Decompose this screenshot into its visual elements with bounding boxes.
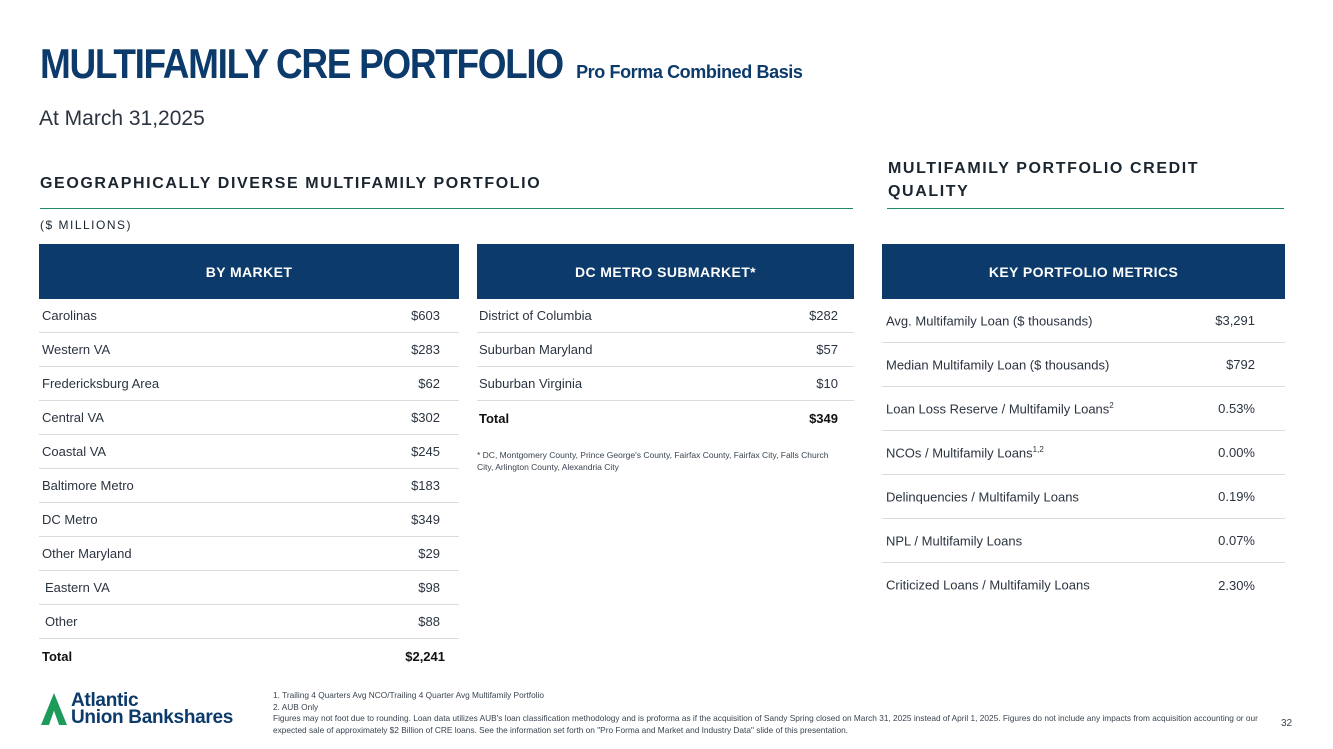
row-label: District of Columbia bbox=[479, 308, 592, 323]
row-label: Fredericksburg Area bbox=[42, 376, 160, 391]
row-value: 0.19% bbox=[1218, 489, 1255, 504]
table-row bbox=[882, 519, 1285, 563]
page-number: 32 bbox=[1281, 718, 1293, 729]
row-label: Eastern VA bbox=[45, 580, 110, 595]
row-label: Western VA bbox=[42, 342, 111, 357]
metric-footnote-ref: 2 bbox=[1109, 400, 1114, 410]
row-value: $282 bbox=[809, 308, 838, 323]
table-row bbox=[882, 299, 1285, 343]
logo-wordmark bbox=[71, 692, 233, 726]
metric-footnote-ref: 1,2 bbox=[1032, 444, 1044, 454]
row-label: Suburban Maryland bbox=[479, 342, 593, 357]
metric-name: Criticized Loans / Multifamily Loans bbox=[886, 577, 1090, 593]
row-label: Central VA bbox=[42, 410, 104, 425]
table-row bbox=[39, 605, 459, 639]
row-label: Coastal VA bbox=[42, 444, 107, 459]
metric-name: NPL / Multifamily Loans bbox=[886, 533, 1023, 549]
section-divider-right bbox=[887, 208, 1284, 209]
metrics-table bbox=[882, 244, 1285, 607]
row-label bbox=[886, 533, 1022, 548]
by-market-header: BY MARKET bbox=[39, 244, 459, 299]
metric-name: Median Multifamily Loan ($ thousands) bbox=[886, 357, 1110, 373]
row-value: $10 bbox=[816, 376, 838, 391]
row-label: Other Maryland bbox=[42, 546, 132, 561]
row-value: 0.07% bbox=[1218, 533, 1255, 548]
row-label bbox=[886, 445, 1044, 460]
table-row bbox=[39, 367, 459, 401]
table-row bbox=[39, 537, 459, 571]
table-row bbox=[882, 343, 1285, 387]
total-label: Total bbox=[479, 410, 510, 426]
dc-metro-table bbox=[477, 244, 854, 435]
row-value: $62 bbox=[418, 376, 440, 391]
row-value: $349 bbox=[411, 512, 440, 527]
logo-line-1: Atlantic bbox=[71, 690, 139, 711]
row-label: Baltimore Metro bbox=[42, 478, 134, 493]
row-value: $57 bbox=[816, 342, 838, 357]
row-value: 2.30% bbox=[1218, 577, 1255, 593]
metric-name: Loan Loss Reserve / Multifamily Loans bbox=[886, 401, 1110, 417]
section-heading-geographic: GEOGRAPHICALLY DIVERSE MULTIFAMILY PORTFOLIO bbox=[40, 175, 542, 192]
row-value: $603 bbox=[411, 308, 440, 323]
footnote-1: 1. Trailing 4 Quarters Avg NCO/Trailing 4 Quarter Avg Multifamily Portfolio bbox=[273, 690, 544, 700]
section-divider-left bbox=[40, 208, 853, 209]
logo-mark-icon bbox=[40, 692, 68, 726]
row-value: $88 bbox=[418, 614, 440, 629]
row-label bbox=[886, 401, 1114, 416]
as-of-date: At March 31,2025 bbox=[39, 107, 205, 130]
table-row bbox=[39, 401, 459, 435]
row-label bbox=[886, 489, 1079, 504]
title-row bbox=[40, 40, 803, 88]
table-row bbox=[882, 387, 1285, 431]
table-row bbox=[39, 571, 459, 605]
row-label: Other bbox=[45, 614, 78, 629]
section-heading-credit-quality: MULTIFAMILY PORTFOLIO CREDIT QUALITY bbox=[888, 160, 1200, 200]
table-row bbox=[477, 299, 854, 333]
row-value: $245 bbox=[411, 444, 440, 459]
units-label: ($ MILLIONS) bbox=[40, 218, 133, 232]
table-row bbox=[477, 333, 854, 367]
dc-metro-header: DC METRO SUBMARKET* bbox=[477, 244, 854, 299]
company-logo bbox=[40, 692, 233, 726]
metric-name: Delinquencies / Multifamily Loans bbox=[886, 489, 1079, 505]
total-row bbox=[39, 639, 459, 673]
row-label: Carolinas bbox=[42, 308, 97, 323]
row-label bbox=[886, 357, 1109, 372]
footnote-disclaimer: Figures may not foot due to rounding. Loan data utilizes AUB's loan classification methodology and is proforma as if the acquisition of Sandy Spring closed on March 31, 2025 instead of April 1, 2025. Figures do not include any impacts from acquisition accounting or our expected sale of approximately $2 Billion of CRE loans. See the information set forth on "Pro Forma and Market and Industry Data" slide of this presentation. bbox=[273, 713, 1258, 735]
logo-line-2: Union Bankshares bbox=[71, 707, 234, 728]
total-value: $2,241 bbox=[405, 648, 445, 664]
row-value: $3,291 bbox=[1215, 313, 1255, 328]
row-label: Suburban Virginia bbox=[479, 376, 583, 391]
metrics-header: KEY PORTFOLIO METRICS bbox=[882, 244, 1285, 299]
metric-name: Avg. Multifamily Loan ($ thousands) bbox=[886, 313, 1093, 329]
metric-name: NCOs / Multifamily Loans bbox=[886, 445, 1033, 461]
total-label: Total bbox=[42, 648, 73, 664]
row-value: $29 bbox=[418, 546, 440, 561]
table-row bbox=[882, 563, 1285, 607]
table-row bbox=[39, 333, 459, 367]
dc-metro-footnote: * DC, Montgomery County, Prince George's County, Fairfax County, Fairfax City, Falls Church City, Arlington County, Alexandria City bbox=[477, 450, 829, 472]
total-value: $349 bbox=[809, 410, 838, 426]
table-row bbox=[39, 503, 459, 537]
row-value: $792 bbox=[1226, 357, 1255, 372]
table-row bbox=[882, 431, 1285, 475]
row-value: $302 bbox=[411, 410, 440, 425]
row-value: $283 bbox=[411, 342, 440, 357]
row-value: 0.53% bbox=[1218, 401, 1255, 416]
total-row bbox=[477, 401, 854, 435]
table-row bbox=[39, 299, 459, 333]
table-row bbox=[477, 367, 854, 401]
page-subtitle: Pro Forma Combined Basis bbox=[576, 62, 803, 82]
row-label: DC Metro bbox=[42, 512, 98, 527]
footnotes bbox=[273, 690, 1263, 736]
row-label bbox=[886, 313, 1092, 328]
table-row bbox=[39, 469, 459, 503]
table-row bbox=[882, 475, 1285, 519]
row-value: $98 bbox=[418, 580, 440, 595]
row-value: 0.00% bbox=[1218, 445, 1255, 460]
by-market-table bbox=[39, 244, 459, 673]
page-title: MULTIFAMILY CRE PORTFOLIO bbox=[40, 40, 563, 87]
footnote-2: 2. AUB Only bbox=[273, 701, 319, 712]
table-row bbox=[39, 435, 459, 469]
row-value: $183 bbox=[411, 478, 440, 493]
row-label bbox=[886, 577, 1090, 592]
